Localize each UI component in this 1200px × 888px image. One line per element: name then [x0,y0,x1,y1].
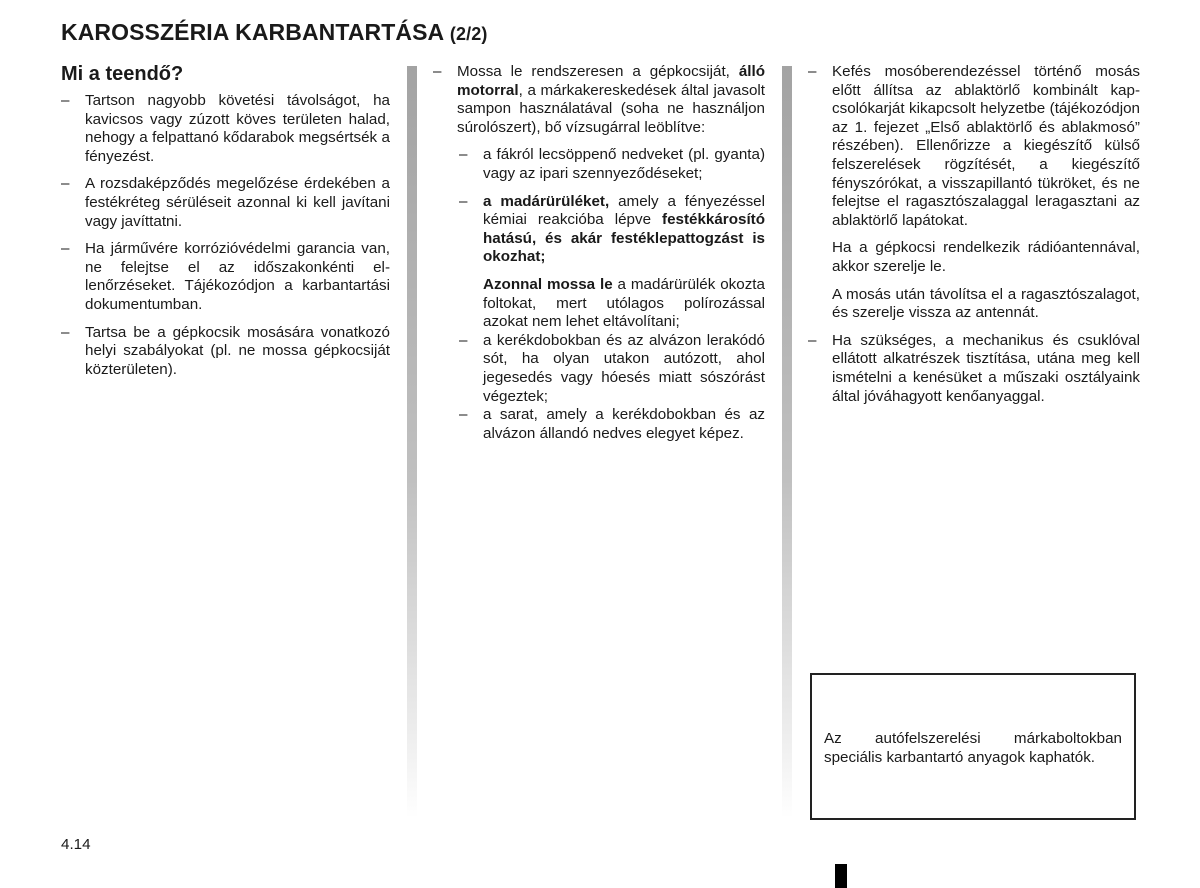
sublist-item: – a kerékdobokban és az alvázon lerakódó sót, ha olyan utakon autózott, ahol jegesedés vagy hóesés miatt sószórást végeztek; [459,332,765,406]
lubrication-list [808,332,1140,406]
wash-intro-text-end: , a márkakereskedések által javasolt sampon használatával (soha ne használjon súrolószert), bő vízsugárral leöblítve: [457,81,765,136]
column-divider [407,66,417,818]
page-title-text: KAROSSZÉRIA KARBANTARTÁSA [61,19,444,45]
sublist-item-bird-droppings [459,193,765,267]
column-2 [433,63,765,443]
column-3 [808,63,1140,406]
sublist-item: – a sarat, amely a kerékdobokban és az alvázon állandó nedves elegyet képez. [459,406,765,443]
bird-droppings-bold: a madárürüléket, [483,192,610,210]
sublist-item: – a fákról lecsöppenő nedveket (pl. gyanta) vagy az ipari szennyeződéseket; [459,146,765,183]
column-divider [782,66,792,818]
bird-droppings-paragraph [459,276,765,332]
wash-intro-text: Mossa le rendszeresen a gépkocsiját, [457,63,739,80]
bird-droppings-text: amely a fényezéssel kémiai reakcióba lépve [483,192,765,229]
section-heading: Mi a teendő? [61,63,184,85]
list-item: – Tartsa be a gépkocsik mosására vonatkozó helyi szabályokat (pl. ne mossa gépkocsiját közterületen). [61,324,390,380]
list-item: – Tartson nagyobb követési távolságot, ha kavicsos vagy zúzott köves területen halad, nehogy a felpattanó kődarabok megsértsék a fényezést. [61,92,390,166]
antenna-paragraph: Ha a gépkocsi rendelkezik rádióantennával, akkor szerelje le. [832,239,1140,275]
wash-intro-bold: álló motorral [457,63,765,99]
list-item: – Ha járművére korrózióvédelmi garancia van, ne felejtse el az időszakonkénti ellenőrzéseket. Tájékozódjon a karbantartási dokumentumban. [61,240,390,314]
washing-list [433,63,765,137]
page-title-part: (2/2) [449,24,488,44]
column-1 [61,62,390,388]
advice-list [61,92,390,379]
page-edge-marker [835,864,847,888]
note-box [810,673,1136,820]
washing-sublist-2 [433,332,765,444]
bird-droppings-warning: festékkárosító hatású, és akár festéklepattogzást is okozhat; [483,211,765,266]
note-text: Az autófelszerelési márkaboltokban speciális karbantartó anyagok kaphatók. [824,730,1122,766]
immediate-wash-text: a madárürülék okozta foltokat, mert utólagos polírozással azokat nem lehet eltávolítani; [483,275,765,331]
page-title [61,18,487,48]
page-number: 4.14 [61,836,91,853]
list-item: – Kefés mosóberendezéssel történő mosás előtt állítsa az ablaktörlő kombinált kapcsolókarját kikapcsolt helyzetbe (tájékozódjon az 1. fejezet „Első ablaktörlő és ablakmosó” részében). Ellenőrizze a kiegészítő külső felszerelések rögzítését, a kiegészítő fényszórókat, a visszapillantó tükröket, és ne felejtse el ragasztószalaggal leragasztani az ablaktörlő lapátokat. [808,63,1140,230]
brush-wash-list [808,63,1140,230]
antenna-paragraph-2: A mosás után távolítsa el a ragasztószalagot, és szerelje vissza az antennát. [832,285,1140,322]
washing-sublist [433,146,765,267]
immediate-wash-bold: Azonnal mossa le [483,275,613,293]
list-item: – Ha szükséges, a mechanikus és csuklóval ellátott alkatrészek tisztítása, utána meg kell ismételni a kenésüket a műszaki osztályaink által jóváhagyott kenőanyaggal. [808,332,1140,406]
list-item-wash [433,63,765,137]
list-item: – A rozsdaképződés megelőzése érdekében a festékréteg sérüléseit azonnal ki kell javítani vagy javíttatni. [61,175,390,231]
